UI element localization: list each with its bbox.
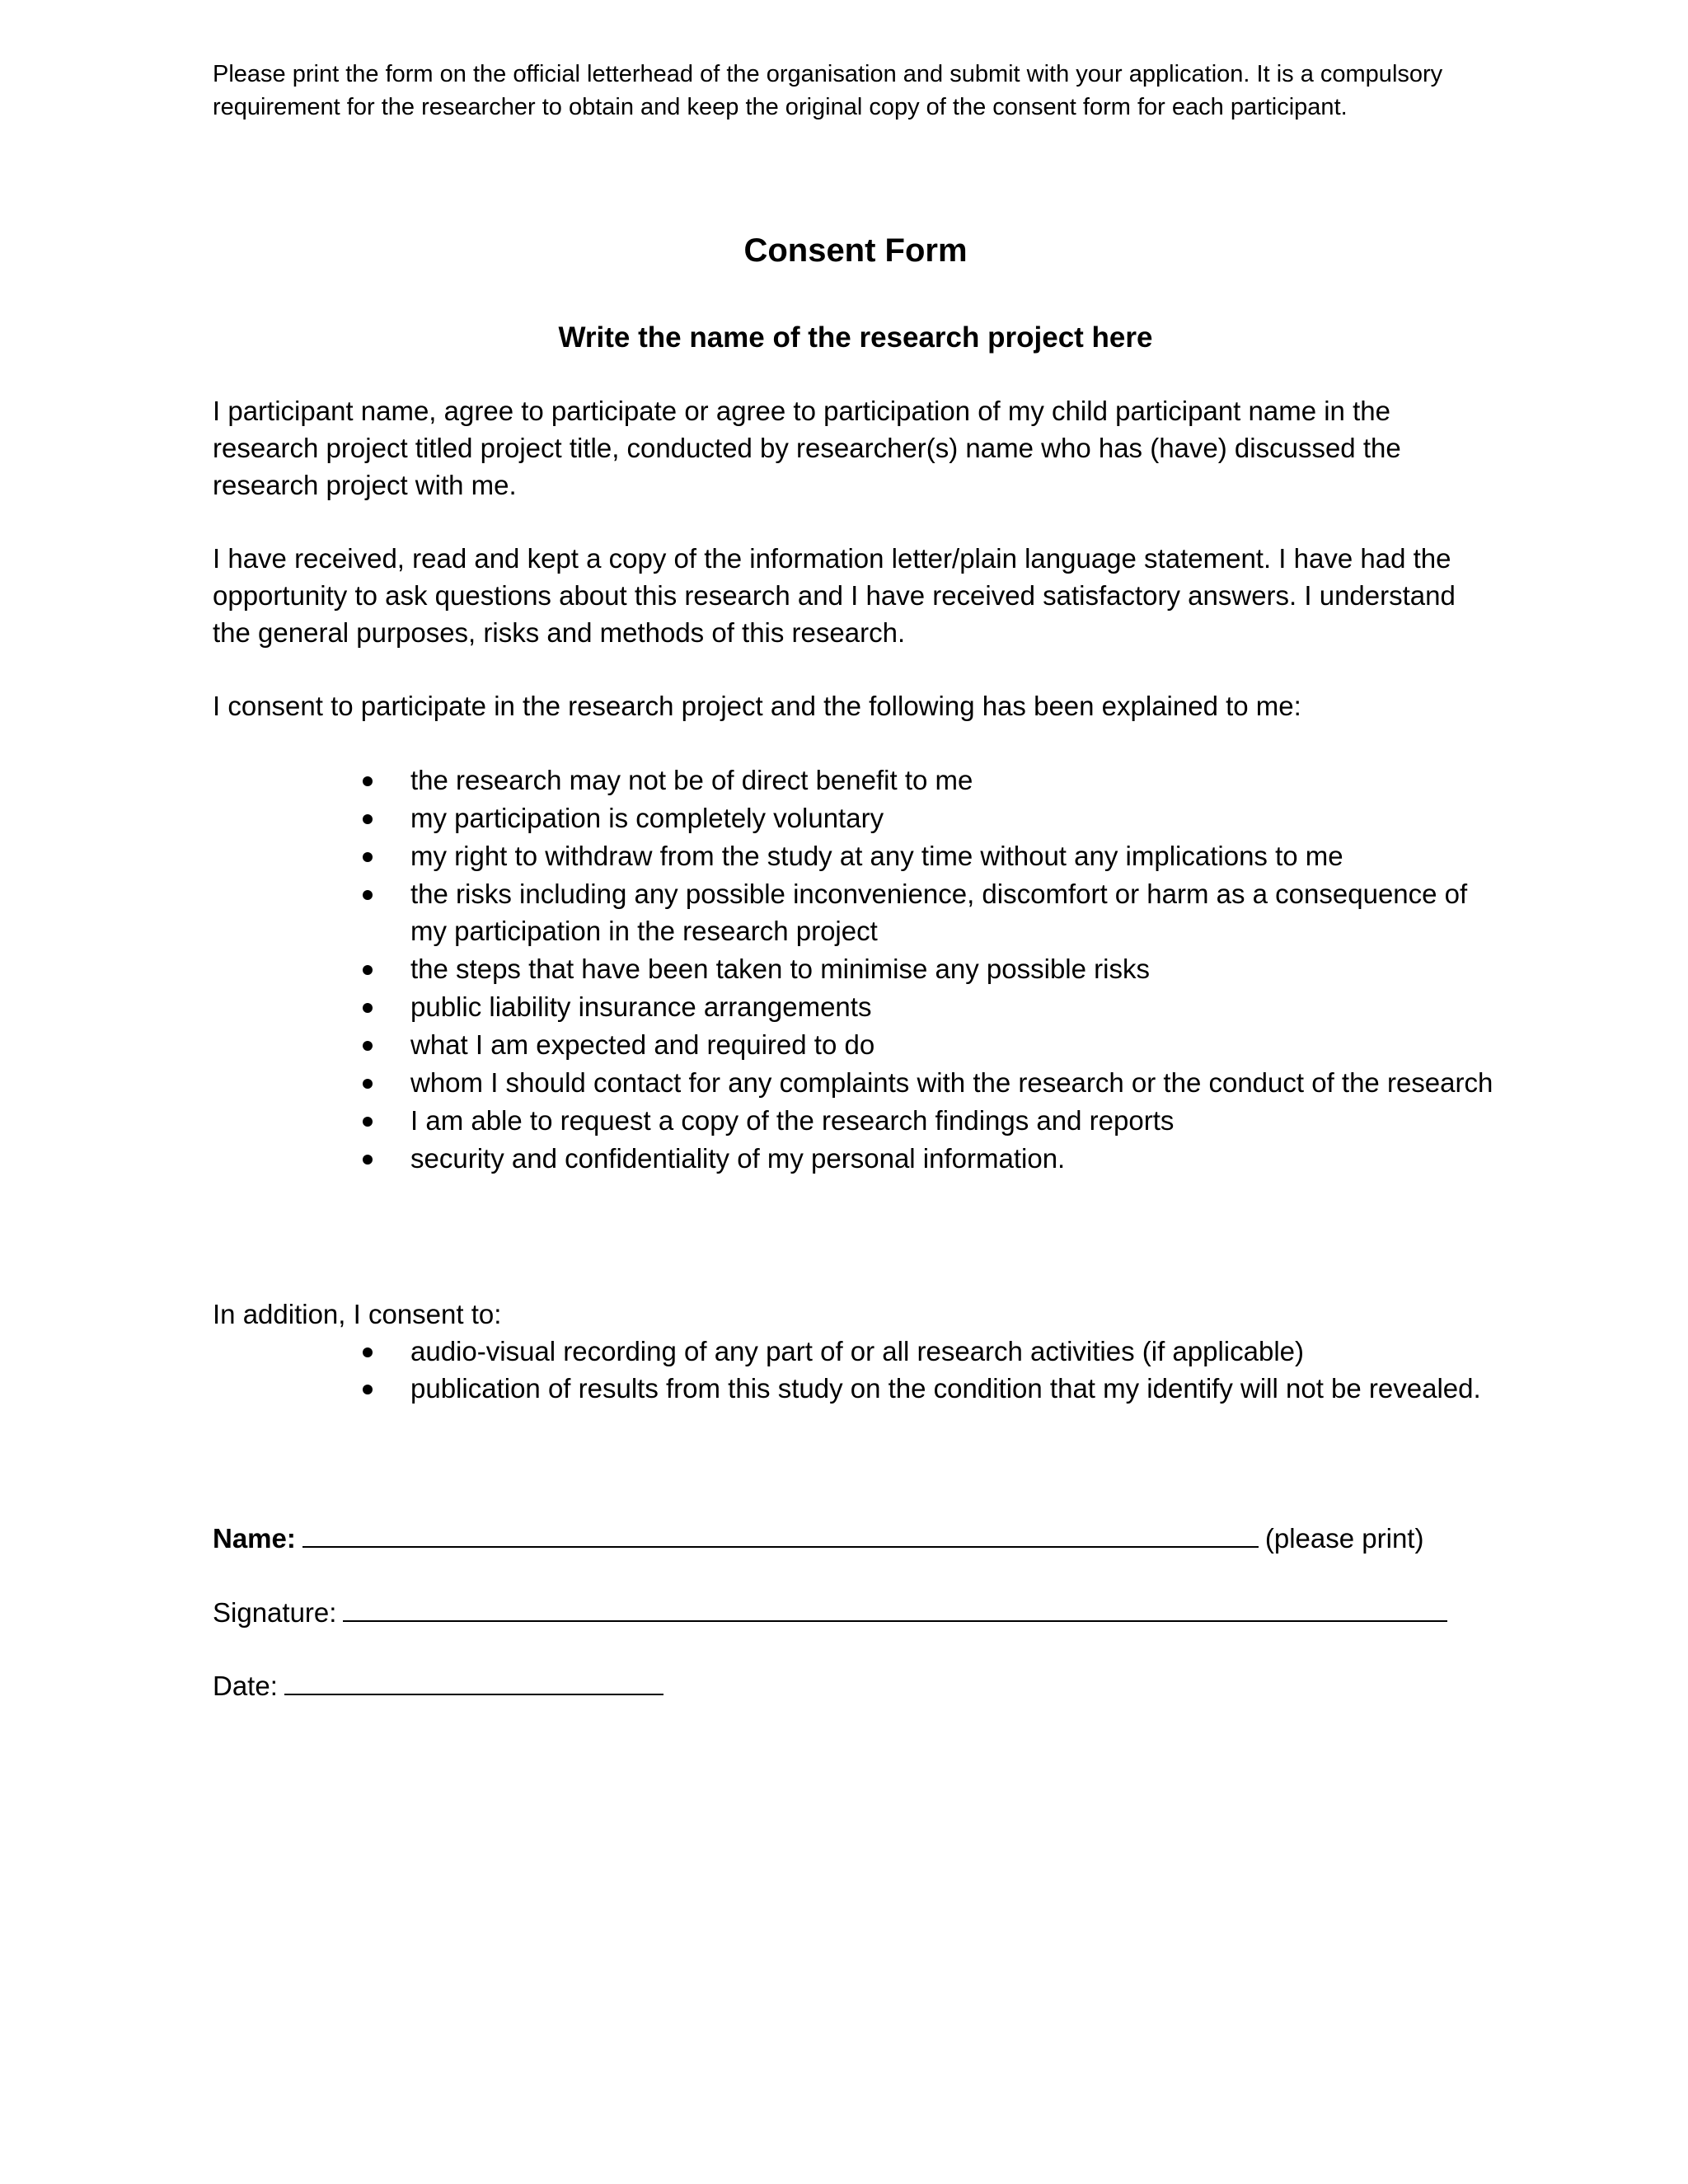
consent-form-page [213, 58, 1498, 1701]
additional-consent-heading: In addition, I consent to: [213, 1299, 502, 1329]
date-field-row [213, 1666, 670, 1704]
list-item: the research may not be of direct benefit to me [213, 762, 1498, 799]
list-item: I am able to request a copy of the research findings and reports [213, 1102, 1498, 1139]
list-item: my participation is completely voluntary [213, 799, 1498, 837]
list-item: security and confidentiality of my personal information. [213, 1140, 1498, 1177]
name-field-row [213, 1518, 1423, 1557]
signature-label: Signature: [213, 1597, 337, 1628]
list-item: what I am expected and required to do [213, 1026, 1498, 1063]
date-label: Date: [213, 1671, 278, 1701]
list-item: whom I should contact for any complaints with the research or the conduct of the research [213, 1064, 1498, 1101]
date-blank[interactable] [284, 1666, 663, 1695]
page-title: Consent Form [743, 232, 968, 269]
signature-field-row [213, 1592, 1454, 1631]
list-item: publication of results from this study on the condition that my identify will not be revealed. [213, 1370, 1498, 1407]
participant-agreement-paragraph: I participant name, agree to participate or agree to participation of my child participant name in the research project titled project title, conducted by researcher(s) name who has (have) discussed the research project with me. [213, 396, 1401, 500]
list-item: audio-visual recording of any part of or all research activities (if applicable) [213, 1333, 1498, 1370]
list-item: my right to withdraw from the study at any time without any implications to me [213, 837, 1498, 874]
explained-items-list [213, 762, 1498, 1178]
project-name-heading: Write the name of the research project here [558, 321, 1153, 354]
list-item: the risks including any possible inconvenience, discomfort or harm as a consequence of my participation in the research project [213, 875, 1498, 949]
print-instructions: Please print the form on the official letterhead of the organisation and submit with your application. It is a compulsory requirement for the researcher to obtain and keep the original copy of the consent form for each participant. [213, 61, 1443, 120]
information-received-paragraph: I have received, read and kept a copy of the information letter/plain language statement. I have had the opportunity to ask questions about this research and I have received satisfactory answers. I understand the general purposes, risks and methods of this research. [213, 543, 1456, 648]
name-label: Name: [213, 1523, 296, 1554]
consent-intro-paragraph: I consent to participate in the research project and the following has been explained to me: [213, 691, 1301, 721]
additional-items-list [213, 1333, 1498, 1407]
signature-blank[interactable] [343, 1592, 1447, 1622]
name-blank[interactable] [302, 1518, 1259, 1548]
list-item: public liability insurance arrangements [213, 988, 1498, 1025]
name-print-note: (please print) [1264, 1523, 1424, 1554]
list-item: the steps that have been taken to minimise any possible risks [213, 950, 1498, 987]
